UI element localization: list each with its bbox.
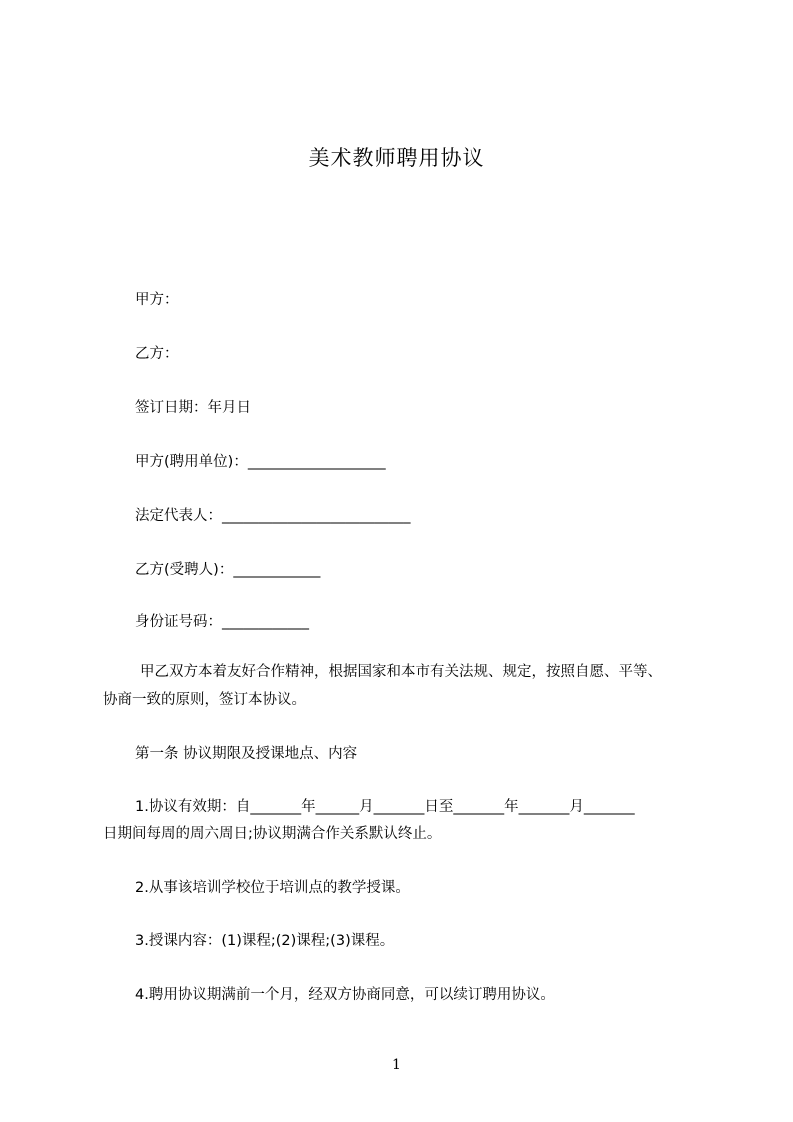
item-1-line-2: 日期间每周的周六周日;协议期满合作关系默认终止。: [103, 826, 442, 842]
item-4-line: 4.聘用协议期满前一个月，经双方协商同意，可以续订聘用协议。: [135, 987, 555, 1003]
intro-paragraph-line-2: 协商一致的原则，签订本协议。: [103, 692, 306, 708]
page-number: 1: [392, 1057, 401, 1073]
party-a-line: 甲方：: [135, 292, 179, 308]
item-3-line: 3.授课内容：(1)课程;(2)课程;(3)课程。: [135, 933, 395, 949]
sign-date-line: 签订日期：年月日: [135, 400, 251, 416]
employer-line: 甲方(聘用单位)：___________________: [135, 454, 386, 470]
article-1-heading: 第一条 协议期限及授课地点、内容: [135, 746, 358, 762]
id-number-line: 身份证号码：____________: [135, 614, 309, 630]
item-1-line-1: 1.协议有效期：自_______年______月_______日至_______年_______月_______: [135, 799, 635, 815]
party-b-line: 乙方：: [135, 346, 179, 362]
intro-paragraph-line-1: 甲乙双方本着友好合作精神，根据国家和本市有关法规、规定，按照自愿、平等、: [140, 664, 662, 680]
document-title: 美术教师聘用协议: [308, 146, 485, 170]
employee-line: 乙方(受聘人)：____________: [135, 562, 321, 578]
item-2-line: 2.从事该培训学校位于培训点的教学授课。: [135, 880, 410, 896]
legal-representative-line: 法定代表人：__________________________: [135, 508, 411, 524]
